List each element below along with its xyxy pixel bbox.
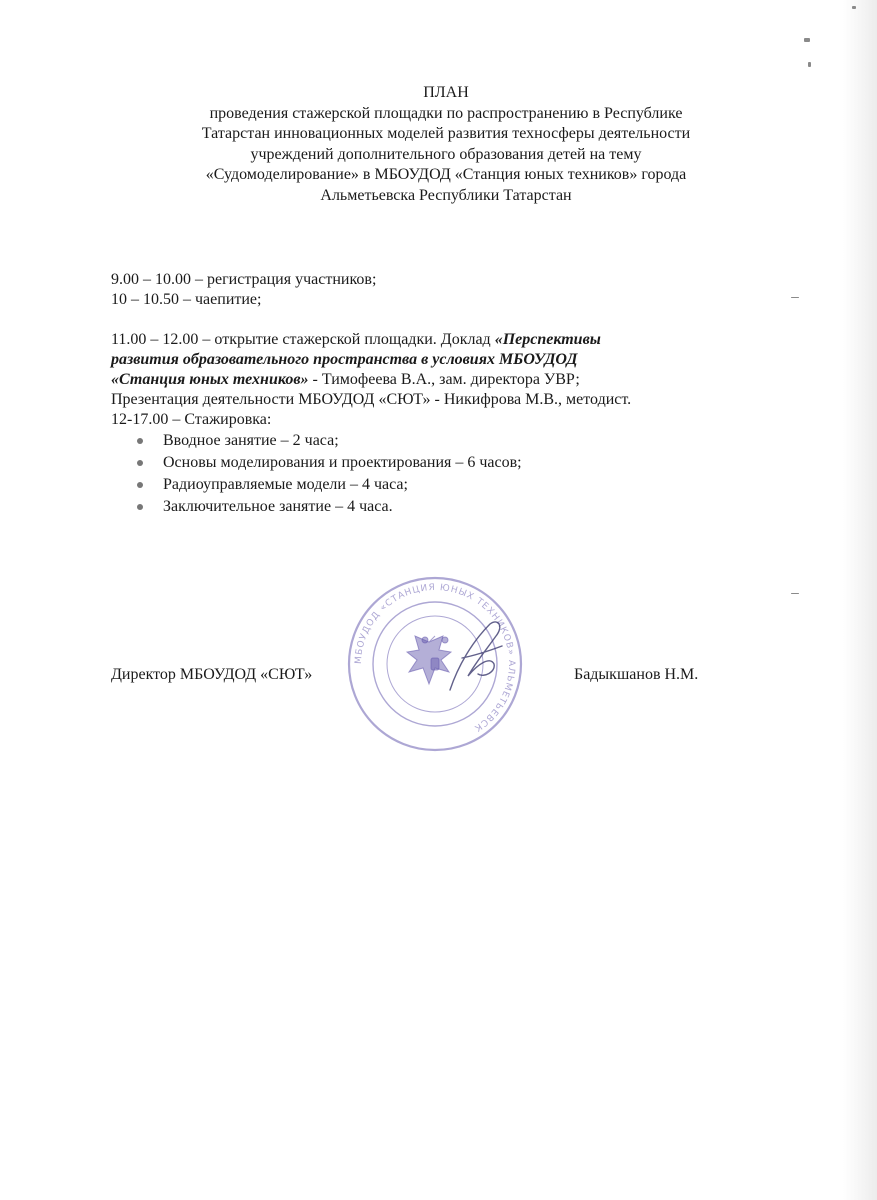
- title-line: Татарстан инновационных моделей развития техносферы деятельности: [201, 125, 691, 142]
- internship-heading: 12-17.00 – Стажировка:: [111, 411, 272, 428]
- scan-speck: [791, 593, 799, 594]
- list-item-text: Вводное занятие – 2 часа;: [163, 432, 339, 449]
- document-title: [96, 83, 796, 206]
- signer-role: Директор МБОУДОД «СЮТ»: [111, 666, 313, 683]
- bullet-icon: [137, 504, 143, 510]
- opening-text: 11.00 – 12.00 – открытие стажерской площадки. Доклад: [111, 331, 495, 348]
- scan-speck: [808, 62, 811, 67]
- schedule-presentation: Презентация деятельности МБОУДОД «СЮТ» - Никифрова М.В., методист.: [111, 391, 632, 408]
- report-title-line: [111, 370, 811, 390]
- list-item-text: Радиоуправляемые модели – 4 часа;: [163, 476, 408, 493]
- list-item-text: Заключительное занятие – 4 часа.: [163, 498, 393, 515]
- handwritten-signature: [432, 612, 522, 702]
- list-item: [111, 430, 811, 452]
- page-edge-shadow: [843, 0, 877, 1200]
- title-line: учреждений дополнительного образования детей на тему: [250, 145, 642, 163]
- list-item: [111, 474, 811, 496]
- bullet-icon: [137, 460, 143, 466]
- scan-speck: [852, 6, 856, 9]
- scan-speck: [804, 38, 810, 42]
- list-item: [111, 452, 811, 474]
- bullet-icon: [137, 482, 143, 488]
- title-line: проведения стажерской площадки по распространению в Республике: [209, 104, 683, 122]
- schedule-tea: 10 – 10.50 – чаепитие;: [111, 291, 262, 308]
- title-line: Альметьевска Республики Татарстан: [320, 186, 572, 204]
- report-title-start: «Перспективы: [494, 331, 601, 348]
- internship-list: [111, 430, 811, 518]
- list-item-text: Основы моделирования и проектирования – 6 часов;: [163, 454, 522, 471]
- spacer: [111, 310, 811, 330]
- bullet-icon: [137, 438, 143, 444]
- report-title-end: «Станция юных техников»: [111, 371, 309, 388]
- plan-heading: ПЛАН: [423, 84, 469, 101]
- list-item: [111, 496, 811, 518]
- report-title-middle: развития образовательного пространства в условиях МБОУДОД: [111, 351, 578, 368]
- schedule-opening: [111, 330, 811, 350]
- schedule-registration: 9.00 – 10.00 – регистрация участников;: [111, 271, 377, 288]
- report-speaker: - Тимофеева В.А., зам. директора УВР;: [308, 371, 580, 388]
- title-line: «Судомоделирование» в МБОУДОД «Станция юных техников» города: [205, 166, 687, 183]
- schedule: [111, 270, 811, 518]
- signer-name: Бадыкшанов Н.М.: [574, 666, 699, 683]
- stamp-text-path: МБОУДОД «СТАНЦИЯ ЮНЫХ ТЕХНИКОВ» АЛЬМЕТЬЕВСК: [353, 582, 517, 734]
